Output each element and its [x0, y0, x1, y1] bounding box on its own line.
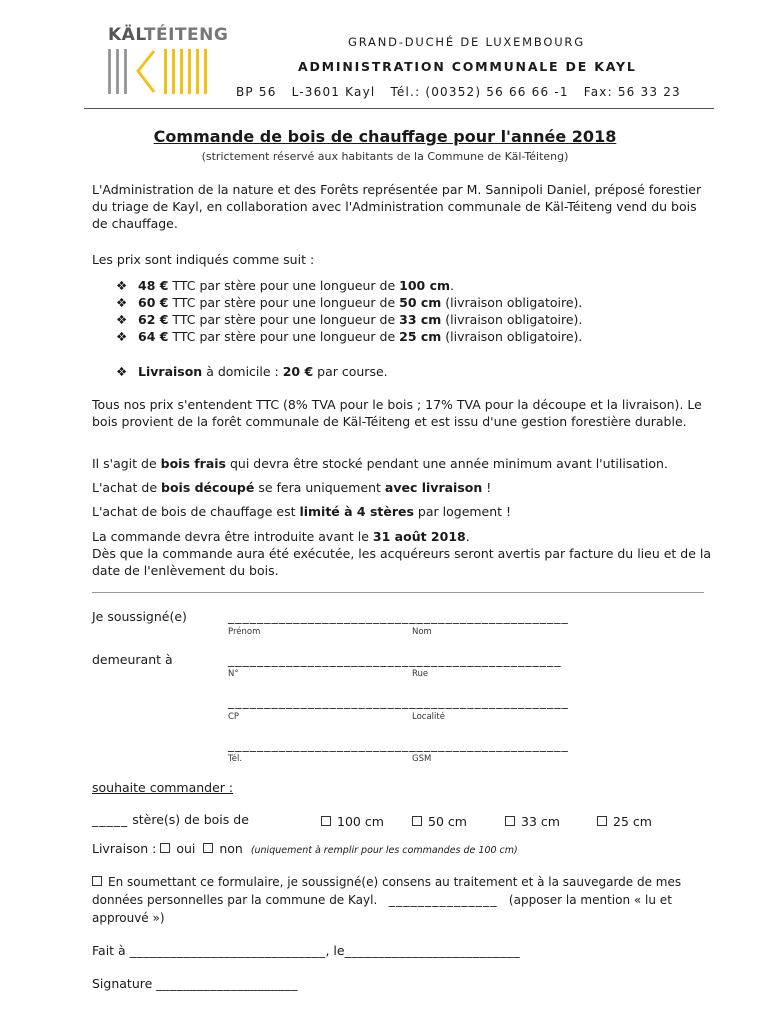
price-item: [116, 277, 454, 294]
checkbox-yes-icon[interactable]: [160, 843, 170, 853]
undersigned-label: Je soussigné(e): [92, 609, 187, 624]
diamond-bullet-icon: ❖: [116, 295, 128, 310]
place-label: Fait à: [92, 943, 130, 958]
price-item: [116, 294, 582, 311]
price-text: TTC par stère pour une longueur de: [168, 329, 400, 344]
name-input-line[interactable]: _______________________________________________: [228, 609, 569, 624]
number-caption: N°: [228, 669, 239, 679]
form-divider: [92, 592, 704, 593]
delivery-yes-label[interactable]: oui: [176, 841, 196, 856]
note-text: La commande devra être introduite avant le: [92, 529, 373, 544]
checkbox-icon[interactable]: [505, 816, 515, 826]
logo-bars: [108, 0, 218, 100]
note-emphasis: bois découpé: [161, 480, 255, 495]
diamond-bullet-icon: ❖: [116, 278, 128, 293]
checkbox-no-icon[interactable]: [203, 843, 213, 853]
delivery-choice-label: Livraison :: [92, 841, 161, 856]
option-50cm[interactable]: [412, 814, 467, 829]
price-note: (livraison obligatoire).: [441, 295, 583, 310]
logo-bar: [124, 49, 127, 94]
logo-name-part1: KÄL: [108, 25, 144, 45]
note-text: .: [465, 529, 470, 544]
logo-bar: [180, 49, 183, 94]
price-length: 50 cm: [399, 295, 442, 310]
price-text: TTC par stère pour une longueur de: [168, 278, 400, 293]
note-text: L'achat de: [92, 480, 161, 495]
delivery-choice-note: (uniquement à remplir pour les commandes de 100 cm): [250, 845, 518, 856]
diamond-bullet-icon: ❖: [116, 312, 128, 327]
delivery-item: [116, 363, 388, 380]
logo-bar: [164, 49, 167, 94]
checkbox-icon[interactable]: [412, 816, 422, 826]
deadline-note: [92, 528, 712, 545]
price-text: TTC par stère pour une longueur de: [168, 312, 400, 327]
price-note: (livraison obligatoire).: [441, 312, 583, 327]
lastname-caption: Nom: [412, 627, 432, 637]
firstname-caption: Prénom: [228, 627, 261, 637]
logo-bar: [196, 49, 199, 94]
invoice-note: Dès que la commande aura été exécutée, les acquéreurs seront avertis par facture du lieu et de la date de l'enlèvement du bois.: [92, 546, 712, 578]
postcode-caption: CP: [228, 712, 240, 722]
logo-bar: [172, 49, 175, 94]
price-value: 64 €: [138, 329, 169, 344]
quantity-row: [92, 812, 249, 827]
logo-bar: [116, 49, 119, 94]
option-label: 100 cm: [337, 814, 384, 829]
header-country: GRAND-DUCHÉ DE LUXEMBOURG: [348, 35, 585, 49]
checkbox-icon[interactable]: [597, 816, 607, 826]
note-emphasis: avec livraison: [384, 480, 483, 495]
signature-label: Signature: [92, 976, 157, 991]
delivery-no-label[interactable]: non: [219, 841, 243, 856]
note-text: !: [482, 480, 492, 495]
header-administration: ADMINISTRATION COMMUNALE DE KAYL: [298, 59, 637, 74]
header-divider: [84, 108, 714, 109]
option-label: 50 cm: [428, 814, 467, 829]
limit-note: [92, 503, 712, 520]
price-value: 60 €: [138, 295, 169, 310]
consent-instruction: (apposer la mention « lu et approuvé »): [92, 893, 672, 925]
option-25cm[interactable]: [597, 814, 652, 829]
delivery-text: à domicile :: [202, 364, 283, 379]
checkbox-icon[interactable]: [321, 816, 331, 826]
price-item: [116, 311, 582, 328]
document-subtitle: (strictement réservé aux habitants de la Commune de Käl-Téiteng): [201, 150, 569, 163]
street-input-line[interactable]: ______________________________________________: [228, 652, 562, 667]
intro-paragraph: L'Administration de la nature et des Forêts représentée par M. Sannipoli Daniel, préposé forestier du triage de Kayl, en collaboration avec l'Administration communale de Käl-Téiteng vend du bois de chauffage.: [92, 182, 702, 231]
street-caption: Rue: [412, 669, 429, 679]
fresh-wood-note: [92, 455, 712, 472]
note-text: qui devra être stocké pendant une année minimum avant l'utilisation.: [226, 456, 668, 471]
logo-bar: [204, 49, 207, 94]
residence-label: demeurant à: [92, 652, 173, 667]
tax-note: Tous nos prix s'entendent TTC (8% TVA pour le bois ; 17% TVA pour la découpe et la livraison). Le bois provient de la forêt communale de Käl-Téiteng et est issu d'une gestion forestière durable.: [92, 397, 702, 429]
price-length: 33 cm: [399, 312, 442, 327]
price-value: 48 €: [138, 278, 169, 293]
price-length: 25 cm: [399, 329, 442, 344]
option-label: 33 cm: [521, 814, 560, 829]
option-100cm[interactable]: [321, 814, 384, 829]
quantity-input-line[interactable]: _____: [92, 812, 129, 827]
date-input-line[interactable]: __________________________: [344, 943, 521, 958]
price-text: TTC par stère pour une longueur de: [168, 295, 400, 310]
header-contact: BP 56 L-3601 Kayl Tél.: (00352) 56 66 66 -1 Fax: 56 33 23: [236, 85, 681, 99]
place-input-line[interactable]: _____________________________: [129, 943, 326, 958]
delivery-text: par course.: [313, 364, 388, 379]
consent-input-line[interactable]: _______________: [388, 892, 498, 907]
diamond-bullet-icon: ❖: [116, 364, 128, 379]
price-length: 100 cm: [399, 278, 451, 293]
option-33cm[interactable]: [505, 814, 560, 829]
note-emphasis: limité à 4 stères: [299, 504, 414, 519]
place-date-row: [92, 943, 520, 958]
note-text: L'achat de bois de chauffage est: [92, 504, 300, 519]
order-heading: souhaite commander :: [92, 780, 234, 795]
note-text: se fera uniquement: [254, 480, 385, 495]
price-value: 62 €: [138, 312, 169, 327]
signature-row: [92, 976, 298, 991]
price-item: [116, 328, 582, 345]
mobile-caption: GSM: [412, 754, 432, 764]
option-label: 25 cm: [613, 814, 652, 829]
locality-caption: Localité: [412, 712, 445, 722]
diamond-bullet-icon: ❖: [116, 329, 128, 344]
delivery-choice-row: [92, 841, 518, 856]
consent-text: En soumettant ce formulaire, je soussigné(e) consens au traitement et à la sauvegarde de mes données personnelles par la commune de Kayl.: [92, 875, 682, 907]
phone-caption: Tél.: [228, 754, 243, 764]
logo-name-part2: TÉITENG: [143, 25, 229, 45]
cut-wood-note: [92, 479, 712, 496]
note-text: Il s'agit de: [92, 456, 161, 471]
price-note: (livraison obligatoire).: [441, 329, 583, 344]
logo-k-chevron: [132, 49, 158, 94]
consent-paragraph: [92, 873, 702, 927]
signature-input-line[interactable]: _____________________: [156, 976, 299, 991]
date-label: , le: [325, 943, 345, 958]
locality-input-line[interactable]: _______________________________________________: [228, 694, 569, 709]
price-note: .: [450, 278, 455, 293]
phone-input-line[interactable]: _______________________________________________: [228, 737, 569, 752]
consent-checkbox-icon[interactable]: [92, 876, 102, 886]
delivery-label: Livraison: [138, 364, 203, 379]
logo-bar: [188, 49, 191, 94]
quantity-label: stère(s) de bois de: [128, 812, 249, 827]
logo-bar: [108, 49, 111, 94]
document-title: Commande de bois de chauffage pour l'année 2018: [153, 127, 617, 146]
delivery-price: 20 €: [282, 364, 314, 379]
deadline-date: 31 août 2018: [372, 529, 466, 544]
prices-intro: Les prix sont indiqués comme suit :: [92, 252, 315, 267]
note-emphasis: bois frais: [160, 456, 226, 471]
note-text: par logement !: [413, 504, 512, 519]
